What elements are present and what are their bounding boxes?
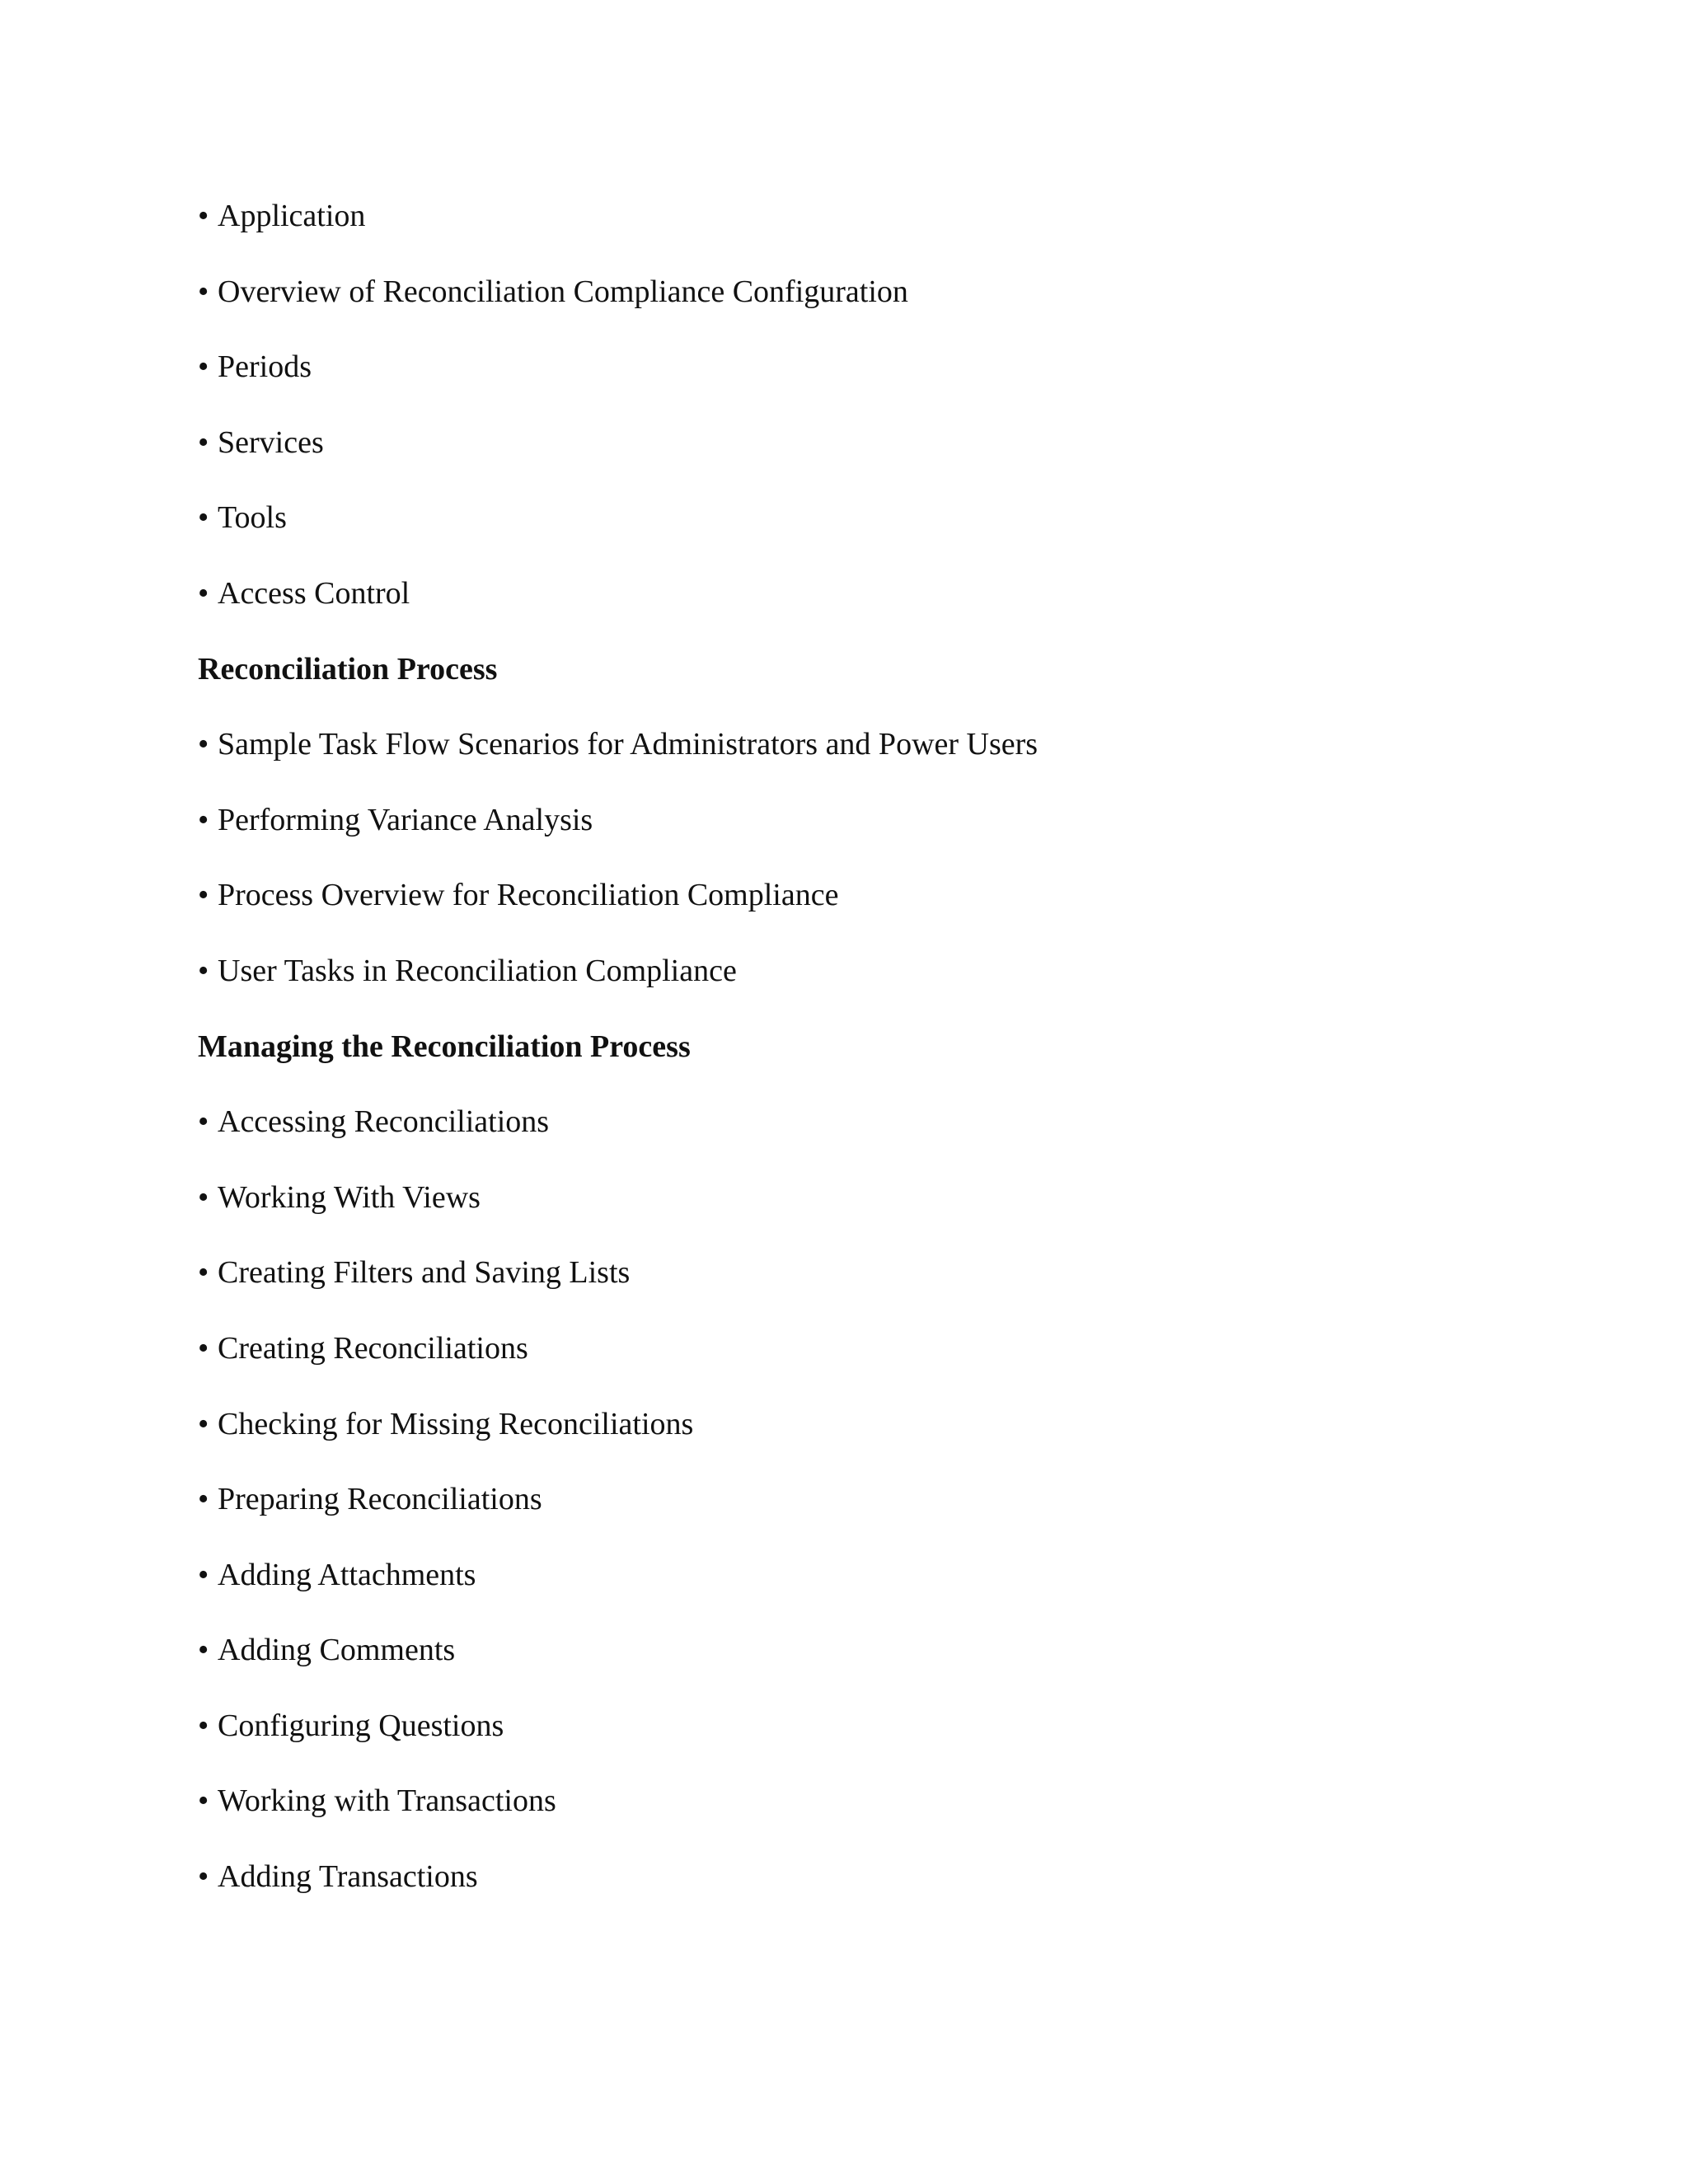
list-item-text: Services [218, 424, 324, 460]
list-item [198, 342, 1517, 418]
list-item [198, 1550, 1517, 1626]
list-item [198, 795, 1517, 871]
list-item [198, 493, 1517, 569]
list-item [198, 1852, 1517, 1928]
list-item-text: Adding Attachments [218, 1557, 476, 1592]
list-item-text: Configuring Questions [218, 1708, 504, 1743]
list-item-text: Overview of Reconciliation Compliance Configuration [218, 274, 908, 309]
list-item-text: Sample Task Flow Scenarios for Administrators and Power Users [218, 727, 1039, 762]
document-content [198, 191, 1517, 1928]
list-item-text: Access Control [218, 575, 410, 611]
bullet: • [198, 1557, 209, 1592]
list-item-text: Working with Transactions [218, 1783, 556, 1819]
list-item-text: Preparing Reconciliations [218, 1482, 542, 1517]
list-item [198, 1399, 1517, 1475]
bullet: • [198, 274, 209, 309]
bullet: • [198, 575, 209, 611]
bullet: • [198, 500, 209, 536]
list-item-text: Creating Reconciliations [218, 1330, 528, 1366]
bullet: • [198, 1708, 209, 1743]
list-item [198, 1173, 1517, 1249]
list-item [198, 267, 1517, 343]
list-item [198, 1324, 1517, 1399]
bullet: • [198, 1406, 209, 1441]
bullet: • [198, 878, 209, 913]
list-item-text: Performing Variance Analysis [218, 802, 593, 837]
list-item-text: Adding Comments [218, 1633, 456, 1668]
list-item [198, 870, 1517, 946]
section-heading: Managing the Reconciliation Process [198, 1029, 691, 1064]
list-item [198, 1097, 1517, 1173]
list-item [198, 191, 1517, 267]
bullet: • [198, 1255, 209, 1291]
list-item [198, 719, 1517, 795]
list-item-text: User Tasks in Reconciliation Compliance [218, 953, 737, 988]
bullet: • [198, 1859, 209, 1895]
list-item-text: Adding Transactions [218, 1859, 478, 1895]
list-item [198, 1248, 1517, 1324]
bullet: • [198, 1179, 209, 1215]
list-item [198, 946, 1517, 1022]
bullet: • [198, 199, 209, 233]
bullet: • [198, 802, 209, 837]
list-item [198, 418, 1517, 494]
section-heading: Reconciliation Process [198, 651, 498, 687]
bullet: • [198, 727, 209, 762]
list-item [198, 1701, 1517, 1777]
list-item-text: Working With Views [218, 1179, 481, 1215]
bullet: • [198, 1104, 209, 1140]
bullet: • [198, 424, 209, 460]
list-item [198, 569, 1517, 644]
list-item-text: Periods [218, 349, 312, 385]
list-item [198, 1474, 1517, 1550]
list-item-text: Creating Filters and Saving Lists [218, 1255, 631, 1291]
list-item-text: Application [218, 199, 366, 233]
bullet: • [198, 1783, 209, 1819]
list-item-text: Checking for Missing Reconciliations [218, 1406, 694, 1441]
list-item [198, 1776, 1517, 1852]
list-item-text: Process Overview for Reconciliation Compliance [218, 878, 839, 913]
list-item [198, 1625, 1517, 1701]
bullet: • [198, 953, 209, 988]
bullet: • [198, 1330, 209, 1366]
list-item-text: Accessing Reconciliations [218, 1104, 550, 1140]
bullet: • [198, 1482, 209, 1517]
list-item-text: Tools [218, 500, 287, 536]
bullet: • [198, 1633, 209, 1668]
bullet: • [198, 349, 209, 385]
